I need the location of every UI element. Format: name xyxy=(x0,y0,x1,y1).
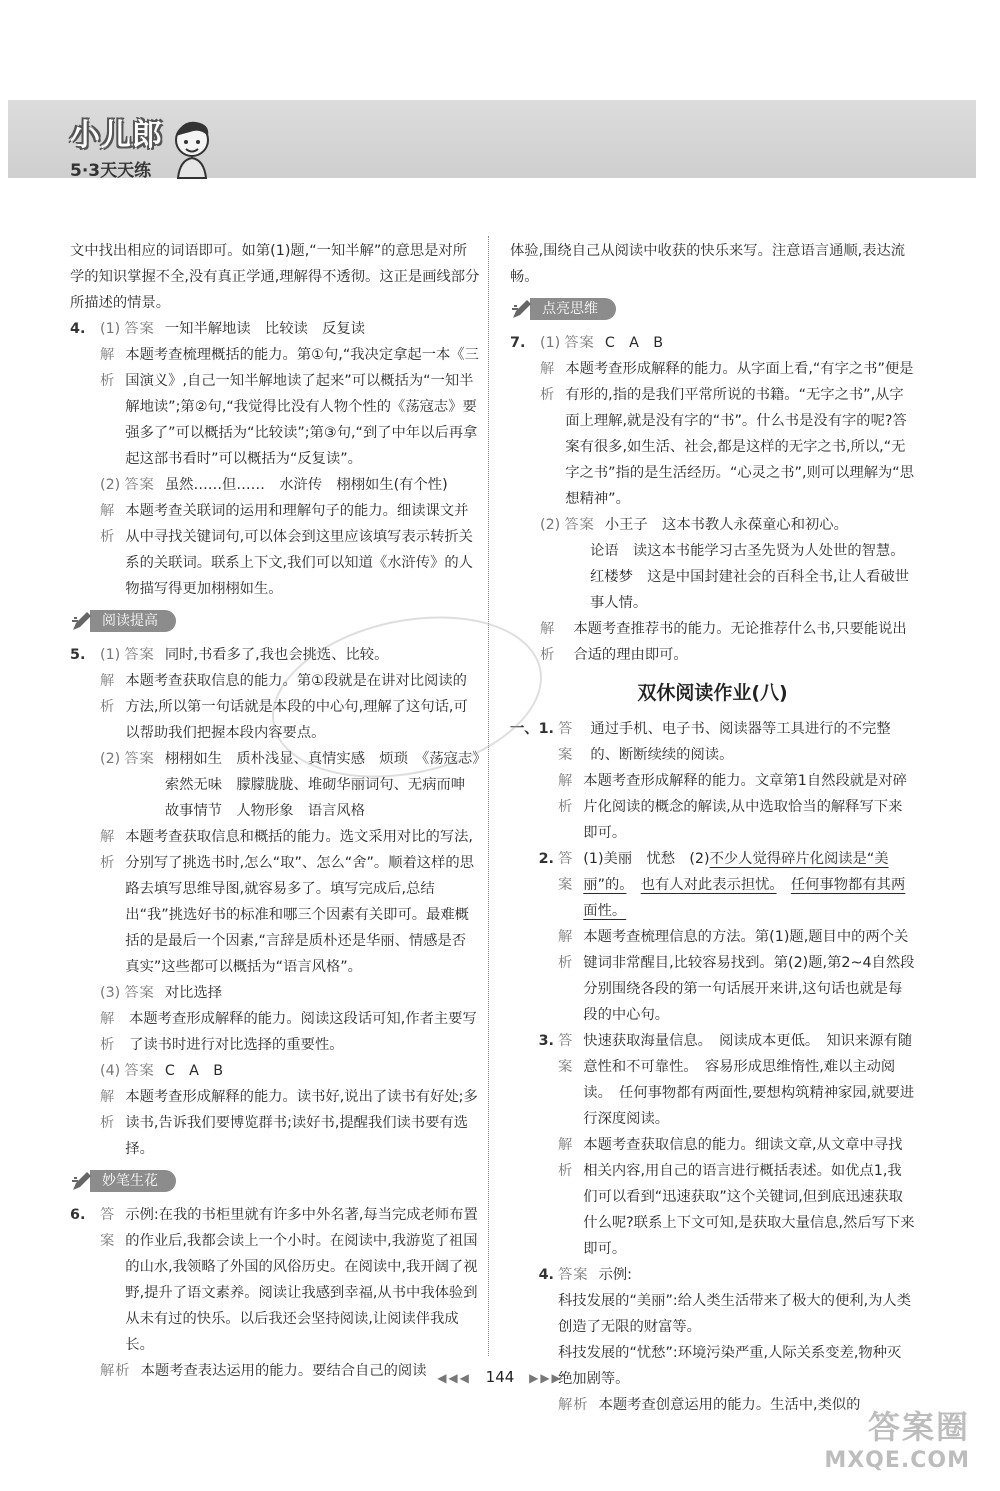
answer-text: 示例:在我的书柜里就有许多中外名著,每当完成老师布置的作业后,我都会读上一个小时。在阅读中,我游览了祖国的山水,我领略了外国的风俗历史。在阅读中,我开阔了视野,提升了语文素养。阅读让我感到幸福,从书中我体验到从未有过的快乐。以后我还会坚持阅读,让阅读伴我成长。 xyxy=(125,1207,478,1353)
section-heading-reading-up xyxy=(70,608,176,634)
analysis-tag: 解析 xyxy=(100,1089,116,1131)
analysis-tag: 解析 xyxy=(558,1397,589,1413)
question-6 xyxy=(70,1202,480,1384)
question-number: 7. xyxy=(510,335,526,351)
analysis-text: 本题考查创意运用的能力。生活中,类似的 xyxy=(598,1397,861,1413)
question-7 xyxy=(510,330,915,668)
analysis-tag: 解析 xyxy=(558,773,574,815)
analysis-text: 本题考查形成解释的能力。读书好,说出了读书有好处;多读书,告诉我们要博览群书;读好书,提醒我们读书要有选择。 xyxy=(125,1089,478,1157)
section-label: 阅读提高 xyxy=(90,610,176,632)
intro-paragraph: 文中找出相应的词语即可。如第(1)题,“一知半解”的意思是对所学的知识掌握不全,没有真正学通,理解得不透彻。这正是画线部分所描述的情景。 xyxy=(70,243,480,311)
site-watermark xyxy=(824,1402,970,1473)
brand-logo: 小儿郎 xyxy=(70,118,163,153)
section-heading-writing xyxy=(70,1168,176,1194)
answer-tag: 答案 xyxy=(558,1267,589,1283)
answer-text: 快速获取海量信息。 阅读成本更低。 知识来源有随意性和不可靠性。 容易形成思维惰性,难以主动阅读。 任何事物都有两面性,要想构筑精神家园,就要进行深度阅读。 xyxy=(583,1033,915,1127)
question-number: 2. xyxy=(538,851,554,867)
answer-text: 通过手机、电子书、阅读器等工具进行的不完整的、断断续续的阅读。 xyxy=(590,721,891,763)
analysis-text: 本题考查梳理信息的方法。第(1)题,题目中的两个关键词非常醒目,比较容易找到。第(2)题,第2~4自然段分别围绕各段的第一句话展开来讲,这句话也就是每段的中心句。 xyxy=(583,929,915,1023)
sub-number: (3) xyxy=(100,985,121,1001)
answer-tag: 答案 xyxy=(124,477,155,493)
answer-text: 对比选择 xyxy=(164,985,223,1001)
left-column xyxy=(70,238,494,1384)
analysis-text: 本题考查表达运用的能力。要结合自己的阅读 xyxy=(140,1363,427,1379)
analysis-tag: 解析 xyxy=(540,621,556,663)
sub-number: (1) xyxy=(540,335,561,351)
analysis-text: 本题考查形成解释的能力。阅读这段话可知,作者主要写了读书时进行对比选择的重要性。 xyxy=(129,1011,477,1053)
analysis-text: 本题考查获取信息的能力。细读文章,从文章中寻找相关内容,用自己的语言进行概括表述。如优点1,我们可以看到“迅速获取”这个关键词,但到底迅速获取什么呢?联系上下文可知,是获取大量信息,然后写下来即可。 xyxy=(583,1137,915,1257)
site-watermark-title: 答案圈 xyxy=(867,1408,970,1446)
answer-text: 一知半解地读 比较读 反复读 xyxy=(164,321,366,337)
question-number: 4. xyxy=(538,1267,554,1283)
analysis-text: 本题考查关联词的运用和理解句子的能力。细读课文并从中寻找关键词句,可以体会到这里应该填写表示转折关系的关联词。联系上下文,我们可以知道《水浒传》的人物描写得更加栩栩如生。 xyxy=(125,503,473,597)
answer-text: C A B xyxy=(604,335,664,351)
answer-text: C A B xyxy=(164,1063,224,1079)
section-label: 点亮思维 xyxy=(530,298,616,320)
page-footer xyxy=(0,1368,1000,1386)
analysis-text: 本题考查形成解释的能力。从字面上看,“有字之书”便是有形的,指的是我们平常所说的书籍。“无字之书”,从字面上理解,就是没有字的“书”。什么书是没有字的呢?答案有很多,如生活、社会,都是这样的无字之书,所以,“无字之书”指的是生活经历。“心灵之书”,则可以理解为“思想精神”。 xyxy=(565,361,914,507)
answer-tag: 答案 xyxy=(124,647,155,663)
answer-text: 小王子 这本书教人永葆童心和初心。 xyxy=(604,517,848,533)
part-1-question-1 xyxy=(510,716,915,846)
answer-tag: 答案 xyxy=(124,751,155,767)
sub-number: (4) xyxy=(100,1063,121,1079)
site-watermark-url: MXQE.COM xyxy=(824,1448,970,1473)
answer-tag: 答案 xyxy=(124,321,155,337)
question-number: 4. xyxy=(70,321,86,337)
answer-tag: 答案 xyxy=(100,1207,116,1249)
answer-text: 论语 读这本书能学习古圣先贤为人处世的智慧。 xyxy=(590,543,905,559)
question-number: 6. xyxy=(70,1207,86,1223)
column-divider xyxy=(488,236,489,1356)
part-1-question-3 xyxy=(510,1028,915,1262)
answer-tag: 答案 xyxy=(124,985,155,1001)
answer-text: 红楼梦 这是中国封建社会的百科全书,让人看破世事人情。 xyxy=(590,569,910,611)
part-1-question-2 xyxy=(510,846,915,1028)
right-arrows-icon: ▶▶▶ xyxy=(529,1371,563,1385)
sub-number: (2) xyxy=(540,517,561,533)
question-number: 3. xyxy=(538,1033,554,1049)
answer-text: 虽然……但…… 水浒传 栩栩如生(有个性) xyxy=(164,477,448,493)
pencil-icon xyxy=(510,297,534,321)
analysis-tag: 解析 xyxy=(100,1363,131,1379)
analysis-text: 本题考查推荐书的能力。无论推荐什么书,只要能说出合适的理由即可。 xyxy=(573,621,907,663)
pencil-icon xyxy=(70,1169,94,1193)
sub-number: (2) xyxy=(100,751,121,767)
analysis-tag: 解析 xyxy=(540,361,556,403)
answer-tag: 答案 xyxy=(564,517,595,533)
boy-mascot-icon xyxy=(168,118,216,180)
right-column xyxy=(510,238,915,1418)
analysis-tag: 解析 xyxy=(100,1011,116,1053)
answer-text: (1)美丽 忧愁 (2)不少人觉得碎片化阅读是“美丽”的。 也有人对此表示担忧。 任何事物都有其两面性。 xyxy=(583,851,906,919)
analysis-tag: 解析 xyxy=(100,673,116,715)
assignment-title: 双休阅读作业(八) xyxy=(637,682,788,704)
analysis-text: 本题考查形成解释的能力。文章第1自然段就是对碎片化阅读的概念的解读,从中选取恰当的解释写下来即可。 xyxy=(583,773,907,841)
brand xyxy=(70,110,163,181)
answer-text: 同时,书看多了,我也会挑选、比较。 xyxy=(164,647,389,663)
section-heading-thinking xyxy=(510,296,616,322)
analysis-tag: 解析 xyxy=(558,1137,574,1179)
question-4 xyxy=(70,316,480,602)
answer-tag: 答案 xyxy=(124,1063,155,1079)
page-number: 144 xyxy=(485,1368,515,1386)
left-arrows-icon: ◀◀◀ xyxy=(437,1371,471,1385)
answer-tag: 答案 xyxy=(558,851,574,893)
answer-tag: 答案 xyxy=(558,1033,574,1075)
question-number: 一、1. xyxy=(510,721,554,737)
analysis-tag: 解析 xyxy=(558,929,574,971)
sub-number: (1) xyxy=(100,321,121,337)
analysis-text: 本题考查获取信息的能力。第①段就是在讲对比阅读的方法,所以第一句话就是本段的中心句,理解了这句话,可以帮助我们把握本段内容要点。 xyxy=(125,673,468,741)
pencil-icon xyxy=(70,609,94,633)
continued-paragraph: 体验,围绕自己从阅读中收获的快乐来写。注意语言通顺,表达流畅。 xyxy=(510,243,906,285)
part-1-question-4 xyxy=(510,1262,915,1418)
answer-tag: 答案 xyxy=(558,721,574,763)
answer-tag: 答案 xyxy=(564,335,595,351)
analysis-text: 本题考查梳理概括的能力。第①句,“我决定拿起一本《三国演义》,自己一知半解地读了起来”可以概括为“一知半解地读”;第②句,“我觉得比没有人物个性的《荡寇志》要强多了”可以概括为“比较读”;第③句,“到了中年以后再拿起这部书看时”可以概括为“反复读”。 xyxy=(125,347,479,467)
answer-text: 栩栩如生 质朴浅显、真情实感 烦琐 《荡寇志》 索然无味 朦朦胧胧、堆砌华丽词句、无病而呻 故事情节 人物形象 语言风格 xyxy=(164,751,494,819)
series-name: 5·3天天练 xyxy=(70,161,152,181)
analysis-tag: 解析 xyxy=(100,347,116,389)
analysis-tag: 解析 xyxy=(100,503,116,545)
sub-number: (1) xyxy=(100,647,121,663)
analysis-tag: 解析 xyxy=(100,829,116,871)
analysis-text: 本题考查获取信息和概括的能力。选文采用对比的写法,分别写了挑选书时,怎么“取”、怎么“舍”。顺着这样的思路去填写思维导图,就容易多了。填写完成后,总结出“我”挑选好书的标准和哪三个因素有关即可。最难概括的是最后一个因素,“言辞是质朴还是华丽、情感是否真实”这些都可以概括为“语言风格”。 xyxy=(125,829,474,975)
answer-text: 示例: xyxy=(598,1267,633,1283)
section-label: 妙笔生花 xyxy=(90,1170,176,1192)
answer-text: 科技发展的“美丽”:给人类生活带来了极大的便利,为人类创造了无限的财富等。 xyxy=(558,1293,912,1335)
answer-text: 科技发展的“忧愁”:环境污染严重,人际关系变差,物种灭绝加剧等。 xyxy=(558,1345,902,1387)
question-number: 5. xyxy=(70,647,86,663)
sub-number: (2) xyxy=(100,477,121,493)
